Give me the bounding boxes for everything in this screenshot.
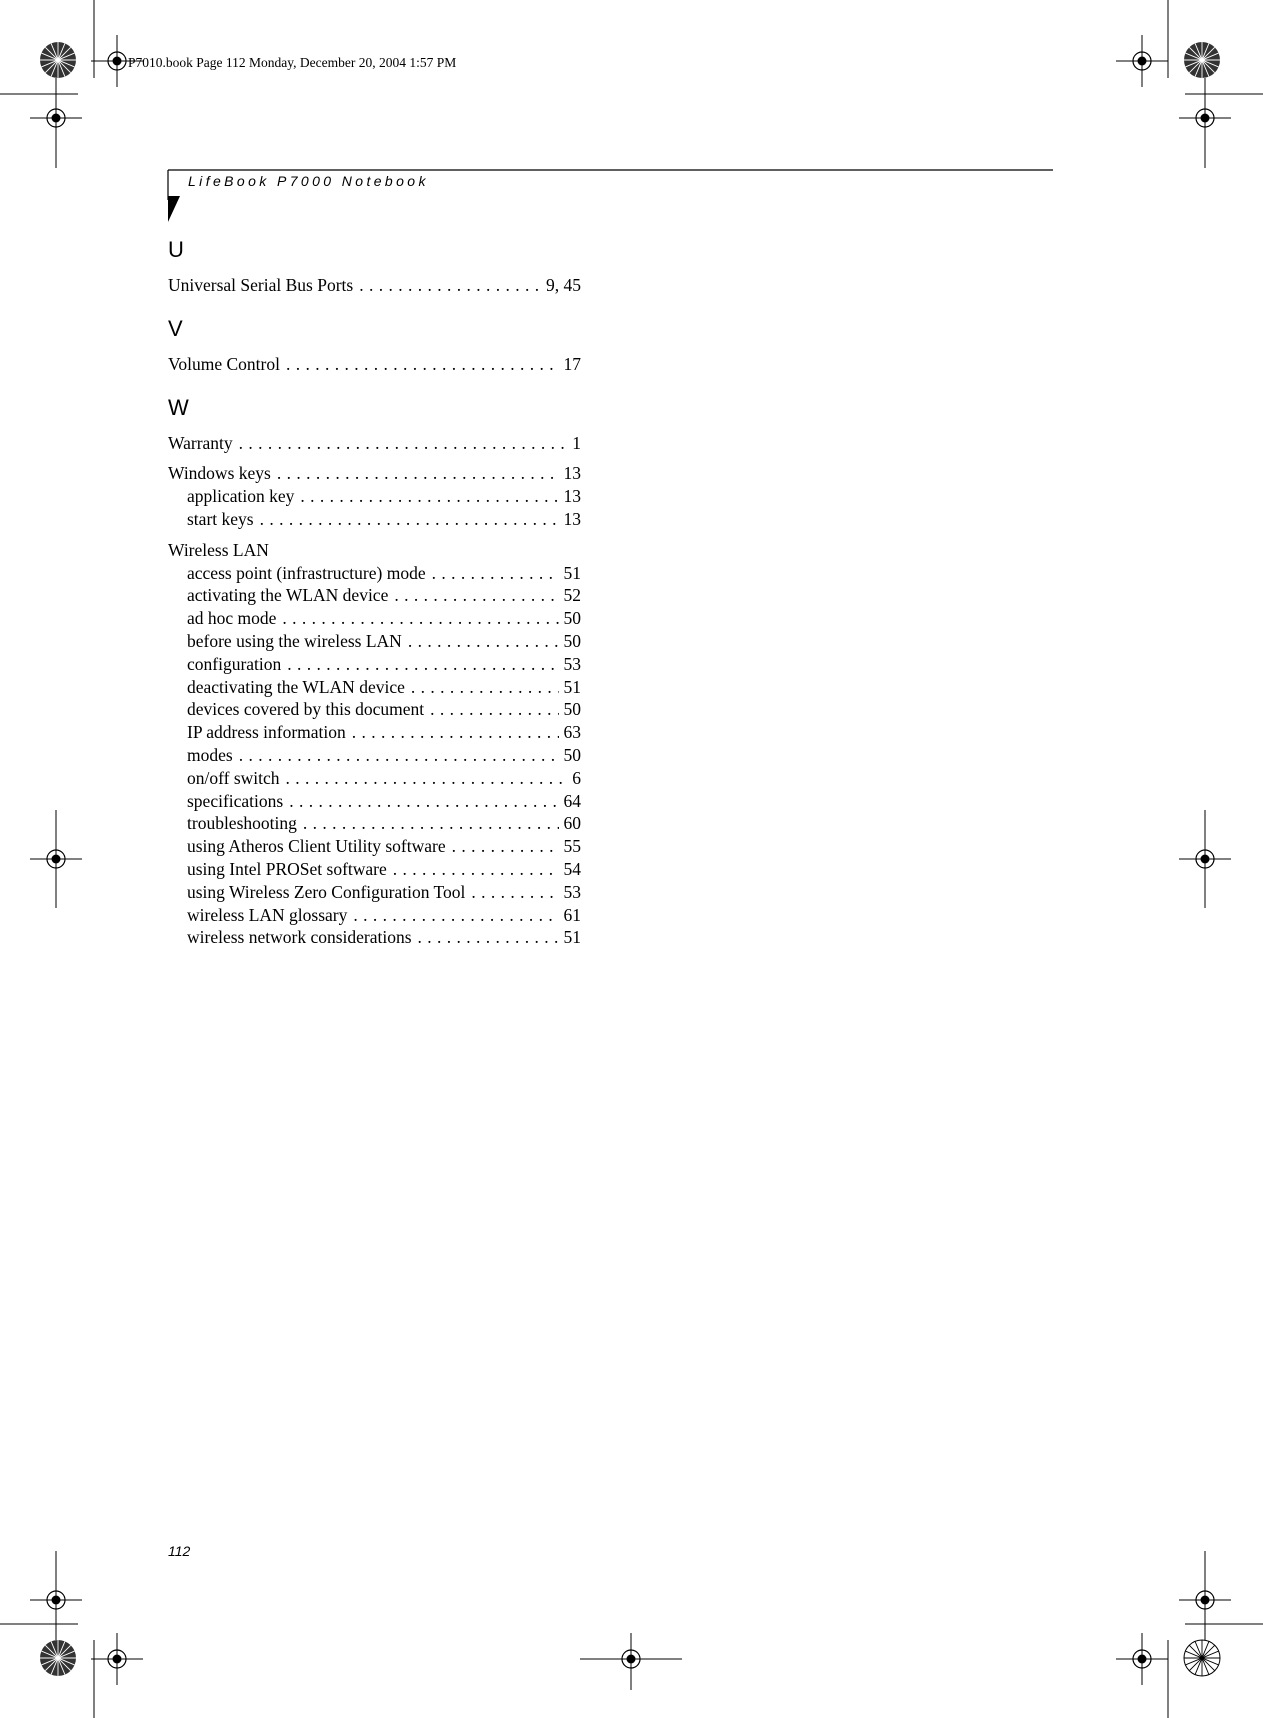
index-page-ref: 53	[563, 881, 581, 902]
index-entry	[168, 432, 581, 455]
index-entry-group	[168, 353, 581, 376]
index-subentry	[168, 630, 581, 653]
index-term: wireless LAN glossary	[187, 904, 348, 925]
index-subentry	[168, 698, 581, 721]
index-subentry	[168, 653, 581, 676]
index-page-ref: 50	[563, 630, 581, 651]
dot-leader	[430, 698, 558, 721]
index-term: before using the wireless LAN	[187, 630, 402, 651]
index-section-letter: V	[168, 315, 183, 341]
index-subentry	[168, 835, 581, 858]
index-term: Windows keys	[168, 463, 271, 484]
index-term: using Atheros Client Utility software	[187, 836, 446, 857]
index-term: modes	[187, 744, 233, 765]
index-page-ref: 17	[563, 353, 581, 374]
index-page-ref: 55	[563, 836, 581, 857]
index-subentry	[168, 485, 581, 508]
dot-leader	[286, 767, 568, 790]
dot-leader	[408, 630, 559, 653]
dot-leader	[239, 432, 568, 455]
index-page-ref: 50	[563, 608, 581, 629]
index-page-ref: 13	[563, 463, 581, 484]
running-header-title: LifeBook P7000 Notebook	[188, 173, 429, 189]
index-subentry	[168, 812, 581, 835]
index-subentry	[168, 676, 581, 699]
index-term: access point (infrastructure) mode	[187, 562, 426, 583]
dot-leader	[300, 485, 558, 508]
index-section	[168, 394, 581, 950]
index-entry	[168, 539, 581, 562]
index-subentry	[168, 584, 581, 607]
index-page-ref: 13	[563, 486, 581, 507]
dot-leader	[277, 462, 559, 485]
index-term: ad hoc mode	[187, 608, 277, 629]
index-subentry	[168, 721, 581, 744]
dot-leader	[352, 721, 559, 744]
index-subentry	[168, 881, 581, 904]
index-entry-group	[168, 462, 581, 530]
index-entry-group	[168, 432, 581, 455]
dot-leader	[471, 881, 558, 904]
index-term: Warranty	[168, 432, 233, 453]
index-subentry	[168, 607, 581, 630]
dot-leader	[282, 607, 558, 630]
index-subentry	[168, 767, 581, 790]
index-term: IP address information	[187, 722, 346, 743]
index-subentry	[168, 562, 581, 585]
dot-leader	[239, 744, 559, 767]
index-page-ref: 61	[563, 904, 581, 925]
index-page-ref: 50	[563, 744, 581, 765]
dot-leader	[353, 904, 558, 927]
dot-leader	[411, 676, 559, 699]
dot-leader	[289, 790, 558, 813]
index-term: wireless network considerations	[187, 927, 412, 948]
index-page-ref: 51	[563, 676, 581, 697]
page-number: 112	[168, 1543, 191, 1559]
index-term: application key	[187, 486, 295, 507]
index-section	[168, 315, 581, 376]
index-term: on/off switch	[187, 767, 280, 788]
index-page-ref: 54	[563, 858, 581, 879]
dot-leader	[393, 858, 559, 881]
index-page-ref: 51	[563, 927, 581, 948]
index-subentry	[168, 858, 581, 881]
print-slug: P7010.book Page 112 Monday, December 20, 2004 1:57 PM	[128, 55, 457, 70]
index-term: Volume Control	[168, 353, 280, 374]
index-subentry	[168, 904, 581, 927]
index-term: troubleshooting	[187, 813, 297, 834]
dot-leader	[394, 584, 558, 607]
dot-leader	[286, 353, 559, 376]
index-subentry	[168, 744, 581, 767]
index-page-ref: 64	[563, 790, 581, 811]
index-entry	[168, 274, 581, 297]
index-section	[168, 236, 581, 297]
index-term: start keys	[187, 508, 254, 529]
index-page-ref: 51	[563, 562, 581, 583]
index-subentry	[168, 790, 581, 813]
index-page-ref: 63	[563, 722, 581, 743]
index-page-ref: 6	[572, 767, 581, 788]
index-entry-group	[168, 539, 581, 949]
index-term: using Intel PROSet software	[187, 858, 387, 879]
dot-leader	[260, 508, 559, 531]
index-page-ref: 9, 45	[546, 275, 581, 295]
index-page-ref: 50	[563, 699, 581, 720]
index-page-ref: 52	[563, 585, 581, 606]
index-entry	[168, 462, 581, 485]
dot-leader	[303, 812, 559, 835]
index-page-ref: 13	[563, 508, 581, 529]
index-term: deactivating the WLAN device	[187, 676, 405, 697]
index-term: specifications	[187, 790, 284, 811]
index-entry-group	[168, 274, 581, 297]
index-page-ref: 1	[572, 432, 581, 453]
index-term: configuration	[187, 653, 282, 674]
index-term: using Wireless Zero Configuration Tool	[187, 881, 466, 902]
index-term: Universal Serial Bus Ports	[168, 275, 354, 295]
dot-leader	[452, 835, 559, 858]
index-subentry	[168, 508, 581, 531]
index-term: Wireless LAN	[168, 539, 269, 560]
index-section-letter: U	[168, 237, 184, 262]
index-term: devices covered by this document	[187, 699, 425, 720]
dot-leader	[359, 274, 541, 297]
dot-leader	[432, 562, 559, 585]
index-entry	[168, 353, 581, 376]
index-subentry	[168, 926, 581, 949]
index-section-letter: W	[168, 394, 189, 420]
index-list	[168, 236, 581, 967]
index-term: activating the WLAN device	[187, 585, 389, 606]
index-page-ref: 53	[563, 653, 581, 674]
index-page-ref: 60	[563, 813, 581, 834]
dot-leader	[418, 926, 559, 949]
dot-leader	[287, 653, 558, 676]
